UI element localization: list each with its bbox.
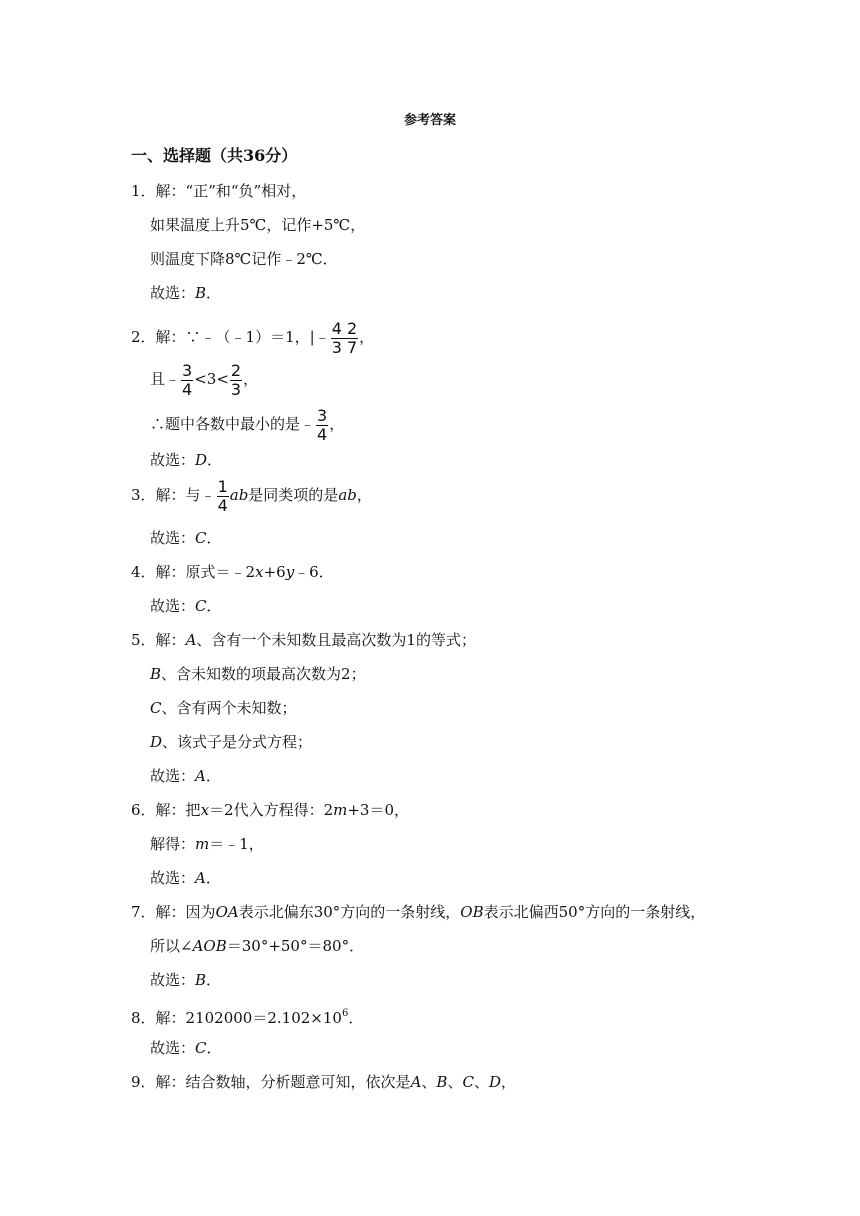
separator: 、: [473, 1073, 489, 1091]
q7-line-1: [131, 902, 705, 922]
q2-l2-pre: 且﹣: [150, 370, 181, 388]
q5-text: 、含未知数的项最高次数为2；: [161, 665, 366, 683]
q7-aob: AOB: [192, 937, 227, 955]
fraction-denominator: 4: [217, 495, 228, 515]
answer-suffix: ．: [207, 451, 223, 469]
q4-x: x: [255, 563, 264, 581]
option-letter: A: [410, 1073, 422, 1091]
answer-letter: C: [195, 597, 207, 615]
q4-line-1: [131, 562, 334, 582]
q9-post: ，: [501, 1073, 517, 1091]
q7-post: 表示北偏西50°方向的一条射线，: [483, 903, 706, 921]
q7-l2-post: ＝30°+50°＝80°．: [226, 937, 365, 955]
answer-suffix: ．: [206, 597, 222, 615]
q7-number: 7．: [131, 903, 156, 921]
fraction-numerator: 3: [317, 405, 328, 425]
fraction-denominator: 4: [317, 424, 328, 444]
answer-suffix: ．: [205, 869, 221, 887]
option-letter: C: [150, 699, 162, 717]
q2-fraction-a: [181, 362, 193, 399]
answer-prefix: 故选：: [150, 597, 196, 615]
answer-suffix: ．: [206, 529, 222, 547]
option-letter: B: [150, 665, 162, 683]
answer-suffix: ．: [206, 1039, 222, 1057]
q4-y: y: [285, 563, 295, 581]
q6-answer: [150, 868, 221, 888]
q1-text: 解：“正”和“负”相对，: [155, 182, 307, 200]
q4-number: 4．: [131, 563, 156, 581]
option-letter: A: [185, 631, 197, 649]
answer-letter: A: [195, 869, 206, 887]
q6-line-2: [150, 834, 264, 854]
q2-l3-post: ，: [329, 415, 345, 433]
q6-pre: 解：把: [155, 801, 201, 819]
q9-text: 解：结合数轴，分析题意可知，依次是: [155, 1073, 411, 1091]
q1-answer: [150, 283, 221, 303]
q6-post: +3＝0，: [347, 801, 410, 819]
option-letter: B: [436, 1073, 448, 1091]
answer-letter: A: [195, 767, 206, 785]
option-letter: D: [488, 1073, 501, 1091]
q6-x: x: [200, 801, 210, 819]
answer-letter: C: [195, 529, 207, 547]
q1-line-3: 则温度下降8℃记作﹣2℃．: [150, 250, 338, 268]
q5-line-2: [150, 664, 366, 684]
q5-answer: [150, 766, 221, 786]
q8-line-1: [131, 1004, 363, 1028]
q3-fraction: [217, 478, 229, 515]
q1-line-1: [131, 181, 306, 201]
fraction-denominator: 3 7: [331, 337, 358, 357]
answer-suffix: ．: [206, 971, 222, 989]
q7-oa: OA: [215, 903, 239, 921]
q7-line-2: [150, 936, 364, 956]
q4-mid: +6: [263, 563, 286, 581]
answer-prefix: 故选：: [150, 284, 196, 302]
q5-pre: 解：: [155, 631, 186, 649]
q2-line-3: [150, 404, 344, 444]
q8-exponent: 6: [341, 1008, 349, 1019]
q7-l2-pre: 所以∠: [150, 937, 193, 955]
q2-fraction: [331, 320, 358, 357]
q3-mid: 是同类项的是: [248, 486, 339, 504]
q4-text: 解：原式＝﹣2: [155, 563, 256, 581]
q5-line-1: [131, 630, 476, 650]
q2-l2-post: ，: [243, 370, 259, 388]
q5-text: 、该式子是分式方程；: [162, 733, 313, 751]
answer-prefix: 故选：: [150, 451, 196, 469]
answer-letter: D: [195, 451, 208, 469]
q7-pre: 解：因为: [155, 903, 216, 921]
q6-l2-post: ＝﹣1，: [209, 835, 264, 853]
q6-mid: ＝2代入方程得：2: [209, 801, 334, 819]
q2-number: 2．: [131, 328, 156, 346]
q5-number: 5．: [131, 631, 156, 649]
q7-answer: [150, 970, 221, 990]
q4-answer: [150, 596, 222, 616]
fraction-numerator: 1: [217, 476, 228, 496]
q6-m: m: [333, 801, 348, 819]
option-letter: C: [462, 1073, 474, 1091]
section-heading: 一、选择题（共36分）: [131, 146, 298, 165]
separator: 、: [421, 1073, 437, 1091]
q7-mid: 表示北偏东30°方向的一条射线，: [238, 903, 461, 921]
q8-post: ．: [348, 1009, 364, 1027]
q2-answer: [150, 450, 222, 470]
q2-fraction-b: [230, 362, 242, 399]
q6-m: m: [195, 835, 210, 853]
q3-answer: [150, 528, 222, 548]
q9-number: 9．: [131, 1073, 156, 1091]
option-letter: D: [150, 733, 163, 751]
answer-letter: B: [195, 971, 207, 989]
q3-variable: ab: [229, 486, 249, 504]
answer-prefix: 故选：: [150, 971, 196, 989]
q6-l2-pre: 解得：: [150, 835, 196, 853]
answer-prefix: 故选：: [150, 869, 196, 887]
q2-l3-pre: ∴题中各数中最小的是﹣: [150, 415, 316, 433]
fraction-denominator: 4: [182, 379, 193, 399]
q8-number: 8．: [131, 1009, 156, 1027]
q2-line-2: [150, 359, 258, 399]
answer-prefix: 故选：: [150, 767, 196, 785]
q4-post: ﹣6．: [294, 563, 334, 581]
q2-fraction-c: [316, 407, 328, 444]
answer-letter: B: [195, 284, 207, 302]
q2-text-end: ，: [359, 328, 375, 346]
separator: 、: [447, 1073, 463, 1091]
q2-l2-mid: <3<: [194, 370, 229, 388]
q5-text: 、含有两个未知数；: [161, 699, 297, 717]
q2-text: 解：∵﹣（﹣1）＝1，|﹣: [155, 328, 330, 346]
fraction-numerator: 2: [230, 360, 242, 380]
q8-answer: [150, 1038, 222, 1058]
q7-ob: OB: [460, 903, 484, 921]
q2-line-1: [131, 317, 374, 357]
q8-text: 解：2102000＝2.102×10: [155, 1009, 342, 1027]
fraction-numerator: 4 2: [331, 318, 358, 338]
q5-line-4: [150, 732, 312, 752]
q1-line-2: 如果温度上升5℃，记作+5℃，: [150, 216, 366, 234]
q3-variable-2: ab: [338, 486, 357, 504]
q3-post: ，: [356, 486, 372, 504]
q6-line-1: [131, 800, 409, 820]
fraction-denominator: 3: [230, 379, 242, 399]
answer-letter: C: [195, 1039, 207, 1057]
q5-text: 、含有一个未知数且最高次数为1的等式；: [196, 631, 476, 649]
q1-number: 1．: [131, 182, 156, 200]
answer-prefix: 故选：: [150, 1039, 196, 1057]
page-title: 参考答案: [403, 113, 456, 128]
answer-prefix: 故选：: [150, 529, 196, 547]
q3-number: 3．: [131, 486, 156, 504]
q6-number: 6．: [131, 801, 156, 819]
q3-text: 解：与﹣: [155, 486, 216, 504]
fraction-numerator: 3: [182, 360, 193, 380]
q3-line-1: [131, 475, 372, 515]
answer-suffix: ．: [205, 767, 221, 785]
q9-line-1: [131, 1072, 516, 1092]
q5-line-3: [150, 698, 297, 718]
answer-suffix: ．: [206, 284, 222, 302]
